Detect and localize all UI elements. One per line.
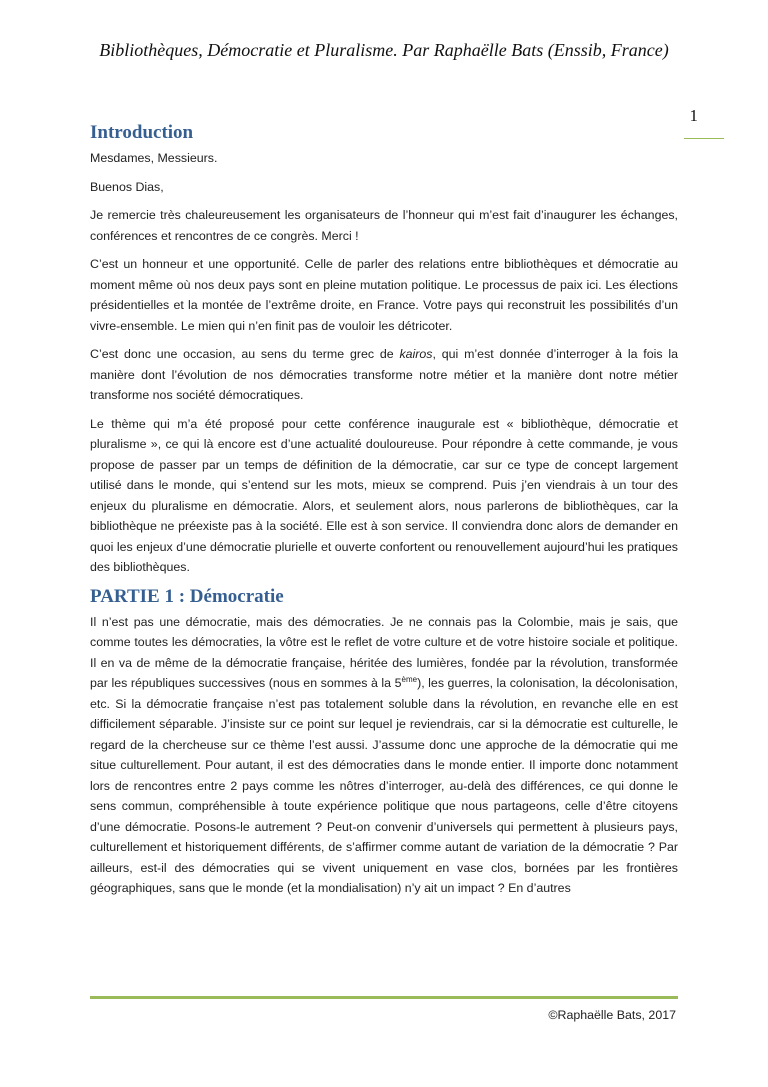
intro-paragraph-4: C’est un honneur et une opportunité. Celle de parler des relations entre bibliothèques et démocratie au moment même où nos deux pays sont en pleine mutation politique. Le processus de paix ici. Les élections présidentielles et la montée de l’extrême droite, en France. Votre pays qui reconstruit les possibilités d’un vivre-ensemble. Le mien qui n’en finit pas de vouloir les détricoter. [90,257,678,333]
intro-paragraph-5 [90,344,678,406]
page-number-rule [684,138,724,139]
intro-paragraph-1: Mesdames, Messieurs. [90,151,218,165]
page-number: 1 [689,106,698,125]
partie1-paragraph-1-b: ), les guerres, la colonisation, la décolonisation, etc. Si la démocratie française n’est pas totalement soluble dans la révolution, en revanche elle en est difficilement séparable. J’insiste sur ce point sur lequel je reviendrais, car si la démocratie est culturelle, le regard de la chercheuse sur ce thème l’est aussi. J’assume donc une approche de la démocratie qui me situe culturellement. Pour autant, il est des démocraties dans le monde entier. Il importe donc notamment lors de rencontres entre 2 pays comme les nôtres d’interroger, au-delà des différences, ce qui donne le sens commun, compréhensible à toute expérience politique que nous partageons, celle d’être citoyens d’une démocratie. Posons-le autrement ? Peut-on convenir d’universels qui permettent à plusieurs pays, culturellement et historiquement différents, de s’affirmer comme autant de variation de la démocratie ? Par ailleurs, est-il des démocraties qui se vivent uniquement en vase clos, bornées par les frontières géographiques, sans que le monde (et la mondialisation) n’y ait un impact ? En d’autres [90,676,678,895]
kairos-term: kairos [399,347,433,361]
intro-paragraph-5-b: , qui m’est donnée d’interroger à la fois la manière dont l’évolution de nos démocraties transforme notre métier et la manière dont notre métier transforme nos société démocratiques. [90,347,678,402]
intro-paragraph-5-a: C’est donc une occasion, au sens du terme grec de [90,347,400,361]
partie1-heading: PARTIE 1 : Démocratie [90,585,284,607]
footer-rule [90,996,678,999]
ordinal-superscript: ème [401,674,418,684]
intro-paragraph-2: Buenos Dias, [90,179,164,194]
page-content [90,122,678,907]
partie1-paragraph-1-a: Il n’est pas une démocratie, mais des démocraties. Je ne connais pas la Colombie, mais je sais, que comme toutes les démocraties, la vôtre est le reflet de votre culture et de votre histoire sociale et politique. Il en va de même de la démocratie française, héritée des lumières, fondée par la révolution, transformée par les républiques successives (nous en sommes à la 5 [90,614,678,690]
running-header: Bibliothèques, Démocratie et Pluralisme. Par Raphaëlle Bats (Enssib, France) [99,40,669,60]
intro-paragraph-6: Le thème qui m’a été proposé pour cette conférence inaugurale est « bibliothèque, démocratie et pluralisme », ce qui là encore est d’une actualité douloureuse. Pour répondre à cette commande, je vous propose de passer par un temps de définition de la démocratie, car sur ce type de concept largement utilisé dans le monde, qui s’entend sur les mots, mieux se comprend. Puis j’en viendrais à un tour des enjeux du pluralisme en démocratie. Alors, et seulement alors, nous parlerons de bibliothèques, car la bibliothèque ne préexiste pas à la société. Elle est à son service. Il conviendra donc alors de demander en quoi les enjeux d’une démocratie plurielle et ouverte confortent ou renouvellement aujourd’hui les pratiques des bibliothèques. [90,416,678,574]
partie1-paragraph-1 [90,612,678,899]
intro-heading: Introduction [90,122,194,143]
intro-paragraph-3: Je remercie très chaleureusement les organisateurs de l’honneur qui m’est fait d’inaugurer les échanges, conférences et rencontres de ce congrès. Merci ! [90,208,678,243]
footer-copyright: ©Raphaëlle Bats, 2017 [548,1008,676,1022]
